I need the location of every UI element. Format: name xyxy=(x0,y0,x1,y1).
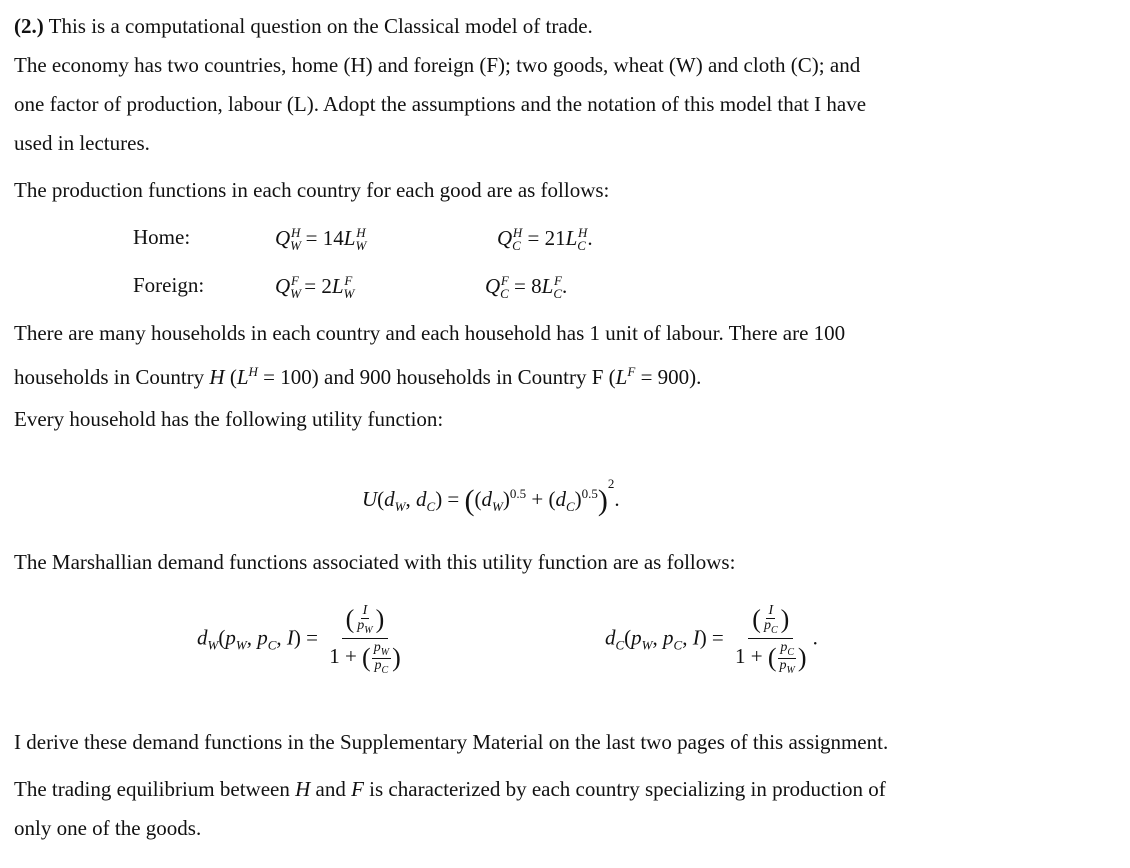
foreign-wheat-coef: 2 xyxy=(321,274,332,298)
wheat-demand-fraction: ( $\frac{I}{p_W}$ ) 1 + ( $\frac{p_W}{p_C}$ ) xyxy=(329,603,401,676)
demand-heading: The Marshallian demand functions associated with this utility function are as follows: xyxy=(14,550,736,574)
foreign-label: Foreign: xyxy=(133,273,205,297)
cloth-demand-fraction: ( $\frac{I}{p_C}$ ) 1 + ( $\frac{p_C}{p_W}$ ) xyxy=(735,603,807,676)
paragraph1-line1: The economy has two countries, home (H) and foreign (F); two goods, wheat (W) and cloth (C); and xyxy=(14,53,861,77)
foreign-wheat-equation: $Q_W^F = 2L_W^F$ xyxy=(275,273,355,302)
question-header xyxy=(14,13,593,39)
paragraph1-line3: used in lectures. xyxy=(14,131,150,155)
utility-function-equation: $U(d_W$, $d_C) = ((d_W)^{0.5} + (d_C)^{0.5})^2$. xyxy=(362,476,620,518)
foreign-cloth-coef: 8 xyxy=(531,274,542,298)
question-intro: This is a computational question on the Classical model of trade. xyxy=(48,14,593,38)
home-label: Home: xyxy=(133,225,191,249)
home-cloth-coef: 21 xyxy=(544,226,566,250)
households-line2: households in Country H $(L^H = 100)$ and 900 households in Country F $(L^F = 900)$. xyxy=(14,364,702,389)
wheat-demand-equation: $d_W(p_W$, $p_C$, I) = ( $\frac{I}{p_W}$ ) 1 + ( $\frac{p_W}{p_C}$ ) xyxy=(197,604,407,675)
closing-line3: only one of the goods. xyxy=(14,816,202,840)
households-line1: There are many households in each country and each household has 1 unit of labour. There are 100 xyxy=(14,321,846,345)
production-heading: The production functions in each country for each good are as follows: xyxy=(14,178,610,202)
utility-exponent-2: 0.5 xyxy=(581,486,598,501)
paragraph1-line2: one factor of production, labour (L). Adopt the assumptions and the notation of this model that I have xyxy=(14,92,867,116)
utility-exponent-1: 0.5 xyxy=(509,486,527,501)
utility-exponent-outer: 2 xyxy=(607,476,615,491)
cloth-demand-equation: $d_C(p_W$, $p_C$, I) = ( $\frac{I}{p_C}$ ) 1 + ( $\frac{p_C}{p_W}$ ) . xyxy=(605,603,818,676)
home-wheat-equation: $Q_W^H = 14L_W^H$ xyxy=(275,225,367,254)
foreign-cloth-equation: $Q_C^F = 8L_C^F$. xyxy=(485,273,568,302)
utility-heading: Every household has the following utility function: xyxy=(14,407,444,431)
question-number: (2.) xyxy=(14,14,44,38)
closing-line1: I derive these demand functions in the Supplementary Material on the last two pages of this assignment. xyxy=(14,730,889,754)
home-cloth-equation: $Q_C^H = 21L_C^H$. xyxy=(497,225,593,254)
closing-line2: The trading equilibrium between H and F is characterized by each country specializing in production of xyxy=(14,777,886,801)
home-wheat-coef: 14 xyxy=(322,226,344,250)
